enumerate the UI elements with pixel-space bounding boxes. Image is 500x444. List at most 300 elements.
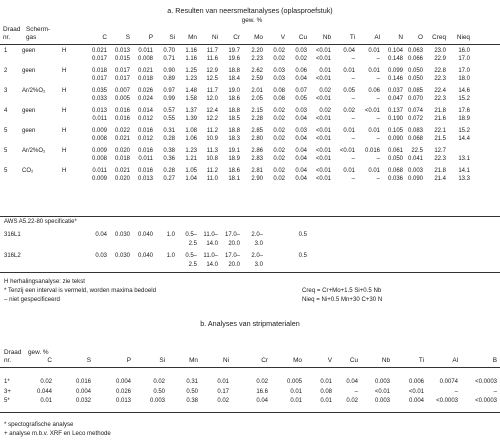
table-cell: – [376,76,380,83]
column-header-cr: Cr [233,34,240,41]
table-cell: 2.83 [251,156,263,163]
table-cell: 0.08 [273,96,285,103]
header-nr: nr. [3,34,11,41]
table-b-cell: 0.04 [346,379,358,385]
table-b-cell: – [454,388,458,395]
table-cell: <0.01 [315,76,331,83]
column-header-al: Al [374,34,380,41]
column-header-o: O [418,34,423,41]
table-cell: 0.012 [137,116,153,123]
table-cell: 0.009 [91,176,107,183]
aws-cell: 17.0– [224,232,240,238]
table-cell: – [351,156,355,163]
table-cell: 11.3 [206,148,218,154]
aws-cell: 2.5 [188,262,197,268]
table-b-cell: 0.38 [186,398,198,404]
table-b-column-b: B [492,357,497,364]
table-cell: 2.80 [251,136,263,143]
table-b-cell: 0.02 [256,379,268,385]
table-cell: 19.1 [228,148,240,154]
table-b-column-ti: Ti [418,357,424,364]
table-b-cell: 0.04 [256,398,268,404]
table-b-cell: 0.0074 [439,379,458,385]
table-cell: 1.05 [185,168,197,174]
table-a-header-rule [0,44,500,45]
row-draad: 3 [4,88,8,94]
table-cell: 0.04 [295,176,307,183]
table-b-cell: 0.003 [374,379,390,385]
table-cell: 0.008 [91,156,107,163]
table-cell: 21.6 [434,116,446,123]
table-b-column-mn: Mn [189,357,198,364]
table-cell: 2.28 [251,116,263,123]
table-cell: 0.035 [91,88,107,94]
table-b-cell: 0.50 [186,388,198,395]
table-b-cell: <0.0003 [475,398,497,404]
table-b-header-draad: Draad [4,349,22,356]
table-cell: 0.016 [137,148,153,154]
table-cell: 0.008 [91,136,107,143]
table-cell: 19.6 [228,56,240,63]
table-b-cell: 0.016 [75,379,91,385]
table-cell: <0.01 [315,136,331,143]
table-cell: <0.01 [315,128,331,134]
table-b-column-mo: Mo [293,357,302,364]
table-cell: 0.02 [273,148,285,154]
table-cell: 19.7 [228,48,240,54]
table-b-cell: <0.0003 [475,379,497,385]
table-cell: 11.7 [206,48,218,54]
table-cell: 0.90 [163,68,175,74]
table-b-cell: 0.01 [40,398,52,404]
column-header-s: S [125,34,130,41]
table-b-cell: 16.6 [256,388,268,395]
table-cell: 0.063 [407,48,423,54]
table-cell: 1.08 [185,128,197,134]
aws-cell: 14.0 [206,262,218,268]
table-cell: 0.017 [114,68,130,74]
table-b-cell: 0.004 [75,388,91,395]
row-flag: H [62,128,67,134]
table-cell: 15.2 [458,96,470,103]
table-b-units: gew. % [28,349,49,356]
table-cell: – [376,176,380,183]
aws-cell: 0.5– [185,232,197,238]
table-cell: 0.04 [295,116,307,123]
table-cell: 0.89 [163,76,175,83]
table-cell: 14.4 [458,136,470,143]
column-header-cu: Cu [298,34,307,41]
table-cell: 13.3 [458,176,470,183]
equivalent-formula: Creq = Cr+Mo+1.5 Si+0.5 Nb [302,287,382,294]
table-cell: – [351,76,355,83]
table-a-note: – niet gespecificeerd [4,296,60,303]
table-cell: 0.04 [295,148,307,154]
table-cell: 0.02 [343,108,355,114]
table-cell: <0.01 [315,148,331,154]
table-cell: 18.3 [228,136,240,143]
table-cell: 16.0 [458,48,470,54]
table-cell: 2.05 [251,96,263,103]
table-cell: <0.01 [315,56,331,63]
table-cell: – [351,136,355,143]
table-cell: 0.02 [319,88,331,94]
table-cell: 12.0 [206,96,218,103]
table-cell: 0.090 [407,176,423,183]
table-cell: 0.04 [295,156,307,163]
table-b-column-nb: Nb [381,357,390,364]
header-gas: gas [26,34,37,41]
table-cell: 17.0 [458,68,470,74]
table-cell: 0.017 [91,76,107,83]
table-cell: 0.02 [295,56,307,63]
column-header-ni: Ni [211,34,218,41]
table-cell: 2.81 [251,168,263,174]
table-cell: 2.90 [251,176,263,183]
table-cell: 0.018 [114,156,130,163]
aws-cell: 3.0 [254,262,263,268]
table-b-cell: 0.50 [153,388,165,395]
table-cell: 0.03 [273,68,285,74]
row-draad: 5 [4,148,8,154]
table-cell: 11.7 [206,88,218,94]
table-b-note: + analyse m.b.v. XRF en Leco methode [4,430,111,437]
table-cell: – [376,116,380,123]
table-cell: 18.6 [228,168,240,174]
table-cell: 0.04 [295,76,307,83]
table-b-cell: 0.006 [408,379,424,385]
column-header-ti: Ti [349,34,355,41]
table-cell: 1.16 [185,48,197,54]
table-b-cell: 0.02 [217,398,229,404]
table-cell: 0.016 [137,128,153,134]
aws-cell: 0.040 [137,232,153,238]
table-cell: 21.8 [434,168,446,174]
table-cell: 0.072 [407,116,423,123]
table-cell: 0.03 [295,48,307,54]
table-cell: 14.6 [458,88,470,94]
table-b-cell: 0.02 [346,398,358,404]
table-cell: 1.37 [185,108,197,114]
table-cell: 1.48 [185,88,197,94]
table-cell: 1.21 [185,156,197,163]
aws-cell: 20.0 [228,262,240,268]
table-cell: 0.02 [273,128,285,134]
table-cell: 0.026 [137,88,153,94]
table-cell: 0.014 [137,108,153,114]
table-b-column-ni: Ni [222,357,229,364]
aws-cell: 2.0– [251,232,263,238]
table-cell: 0.55 [163,116,175,123]
table-a-note: * Tenzij een interval is vermeld, worden maxima bedoeld [4,287,156,294]
table-b-cell: 0.17 [217,388,229,395]
table-cell: 0.02 [273,176,285,183]
table-cell: 18.0 [458,76,470,83]
table-b-body-rule [0,412,500,413]
header-draad: Draad [3,26,21,33]
table-cell: 0.011 [138,156,153,163]
table-cell: 12.4 [206,108,218,114]
table-cell: 0.099 [387,68,403,74]
table-cell: 0.018 [137,76,153,83]
table-cell: 0.01 [368,68,380,74]
column-header-si: Si [169,34,175,41]
table-cell: 0.008 [137,56,153,63]
table-b-note: * spectografische analyse [4,421,74,428]
table-b-cell: 0.044 [36,388,52,395]
table-b-cell: 0.02 [153,379,165,385]
table-cell: 1.39 [185,116,197,123]
table-cell: 23.0 [434,48,446,54]
table-cell: 18.9 [228,156,240,163]
aws-cell: 0.040 [137,253,153,259]
table-cell: 11.2 [206,128,218,134]
table-cell: 0.068 [407,136,423,143]
table-a-aws-rule [0,272,500,273]
table-cell: 0.02 [273,48,285,54]
table-cell: 0.013 [137,176,153,183]
aws-cell: 2.5 [188,241,197,247]
table-b-cell: – [354,388,358,395]
table-b-draad: 1* [4,379,10,385]
table-cell: 0.05 [295,96,307,103]
table-b-cell: 0.003 [149,398,165,404]
aws-cell: 0.5 [298,232,307,238]
table-cell: 0.36 [163,156,175,163]
table-cell: 0.022 [114,128,130,134]
table-cell: 0.015 [114,56,130,63]
column-header-creq: Creq [432,34,446,41]
table-cell: 22.3 [434,96,446,103]
table-cell: 22.8 [434,68,446,74]
table-b-cell: 0.026 [115,388,131,395]
row-gas: CO₂ [22,168,34,174]
table-b-cell: 0.01 [290,398,302,404]
table-cell: – [351,96,355,103]
table-cell: 0.018 [91,68,107,74]
table-cell: 18.8 [228,68,240,74]
table-cell: 18.9 [458,116,470,123]
table-cell: 0.04 [343,48,355,54]
table-cell: 2.01 [251,88,263,94]
table-b-draad: 5* [4,398,10,404]
table-cell: 19.0 [228,88,240,94]
table-cell: 15.2 [458,128,470,134]
table-cell: 0.05 [343,88,355,94]
equivalent-formula: Nieq = Ni+0.5 Mn+30 C+30 N [302,296,383,303]
column-header-mo: Mo [254,34,263,41]
table-b-column-al: Al [452,357,458,364]
table-cell: 0.041 [407,156,423,163]
column-header-nb: Nb [322,34,331,41]
table-cell: 11.0 [206,176,218,183]
table-cell: 1.16 [185,56,197,63]
table-cell: <0.01 [339,148,355,154]
table-cell: 0.085 [407,88,423,94]
table-cell: 0.016 [114,116,130,123]
table-cell: 0.083 [407,128,423,134]
table-cell: 0.01 [319,68,331,74]
table-cell: 2.59 [251,76,263,83]
table-cell: 0.021 [114,136,130,143]
table-cell: 0.013 [114,48,130,54]
table-cell: 2.62 [251,68,263,74]
table-cell: 0.036 [387,176,403,183]
table-cell: 0.011 [138,48,153,54]
table-cell: 1.58 [185,96,197,103]
column-header-p: P [148,34,153,41]
table-cell: 0.050 [407,76,423,83]
table-cell: 0.03 [295,128,307,134]
table-b-column-c: C [47,357,52,364]
table-cell: 0.009 [91,128,107,134]
table-cell: 2.15 [251,108,263,114]
table-b-cell: 0.004 [115,379,131,385]
table-b-cell: – [493,388,497,395]
table-cell: 0.021 [114,168,130,174]
table-cell: 0.07 [295,88,307,94]
table-cell: 0.020 [114,176,130,183]
table-cell: 0.57 [163,108,175,114]
table-cell: 0.190 [387,116,403,123]
aws-cell: 3.0 [254,241,263,247]
table-b-cell: 0.013 [115,398,131,404]
row-draad: 4 [4,108,8,114]
table-cell: 0.104 [387,48,403,54]
table-cell: 13.1 [458,156,470,163]
table-cell: 0.02 [273,108,285,114]
table-b-column-p: P [126,357,131,364]
table-cell: 11.2 [206,168,218,174]
table-b-cell: 0.01 [290,388,302,395]
aws-cell: 11.0– [203,232,218,238]
table-cell: 0.070 [407,96,423,103]
table-cell: 22.1 [434,128,446,134]
table-cell: 0.02 [273,156,285,163]
table-cell: 12.2 [206,116,218,123]
aws-cell: 0.030 [114,253,130,259]
row-flag: H [62,68,67,74]
table-cell: 0.04 [295,168,307,174]
table-cell: <0.01 [315,176,331,183]
table-b-header-nr: nr. [4,357,12,364]
table-a-body-rule [0,216,500,217]
table-a-units: gew. % [241,17,263,24]
table-cell: 17.6 [458,108,470,114]
table-cell: 17.0 [458,56,470,63]
table-cell: 12.9 [206,68,218,74]
table-cell: 22.4 [434,88,446,94]
aws-cell: 20.0 [228,241,240,247]
table-cell: <0.01 [315,116,331,123]
table-cell: – [351,56,355,63]
row-gas: Ar/2%O₂ [22,148,46,154]
column-header-v: V [280,34,285,41]
table-cell: 0.047 [387,96,403,103]
table-cell: – [376,156,380,163]
table-cell: 18.1 [228,176,240,183]
table-b-header-rule [0,367,500,368]
table-cell: 0.011 [92,116,107,123]
aws-cell: 1.0 [166,232,175,238]
table-cell: 2.86 [251,148,263,154]
table-cell: 0.06 [295,68,307,74]
table-cell: 0.02 [273,56,285,63]
column-header-mn: Mn [188,34,197,41]
table-b-cell: 0.01 [217,379,229,385]
aws-title: AWS A5.22-80 specificatie* [4,219,77,225]
table-cell: 0.074 [407,108,423,114]
table-b-cell: 0.01 [320,379,332,385]
aws-grade: 316L2 [4,253,21,259]
table-b-cell: 0.01 [320,398,332,404]
table-cell: 0.06 [368,88,380,94]
table-cell: 22.5 [411,148,423,154]
table-cell: 18.8 [228,108,240,114]
table-cell: – [376,136,380,143]
table-b-column-s: S [86,357,91,364]
table-cell: <0.01 [315,168,331,174]
row-gas: Ar/2%O₂ [22,88,46,94]
table-cell: 0.105 [387,128,403,134]
table-cell: 2.20 [251,48,263,54]
table-a-note: H herhalingsanalyse: zie tekst [4,278,85,285]
table-cell: 22.3 [434,76,446,83]
table-b-cell: 0.032 [75,398,91,404]
table-cell: 0.99 [163,96,175,103]
table-cell: 0.024 [137,96,153,103]
table-cell: 0.061 [387,148,403,154]
aws-cell: 0.030 [114,232,130,238]
table-cell: 2.85 [251,128,263,134]
table-cell: 2.23 [251,56,263,63]
table-cell: 0.037 [387,88,403,94]
table-cell: 0.28 [163,136,175,143]
table-cell: 0.04 [295,136,307,143]
aws-cell: 17.0– [224,253,240,259]
table-b-title: b. Analyses van stripmaterialen [200,319,300,328]
table-cell: 0.01 [343,68,355,74]
table-cell: 12.7 [434,148,446,154]
table-cell: 18.4 [228,76,240,83]
table-cell: 0.017 [114,76,130,83]
table-cell: 0.009 [91,148,107,154]
table-cell: – [376,96,380,103]
table-b-cell: 0.08 [320,388,332,395]
aws-cell: 1.0 [166,253,175,259]
table-cell: 0.137 [387,108,403,114]
row-flag: H [62,108,67,114]
table-cell: 0.70 [163,48,175,54]
table-cell: 22.9 [434,56,446,63]
table-cell: 0.021 [91,48,107,54]
aws-cell: 0.04 [95,232,107,238]
table-cell: 0.090 [387,136,403,143]
table-cell: 0.02 [273,168,285,174]
aws-cell: 0.03 [95,253,107,259]
aws-cell: 2.0– [251,253,263,259]
table-cell: 10.8 [206,156,218,163]
table-b-column-cr: Cr [261,357,268,364]
table-cell: 21.5 [434,136,446,143]
table-cell: 0.050 [407,68,423,74]
row-gas: geen [22,48,36,54]
column-header-c: C [102,34,107,41]
table-cell: 0.02 [319,108,331,114]
table-cell: 0.007 [114,88,130,94]
table-cell: 0.01 [343,168,355,174]
row-gas: geen [22,108,36,114]
